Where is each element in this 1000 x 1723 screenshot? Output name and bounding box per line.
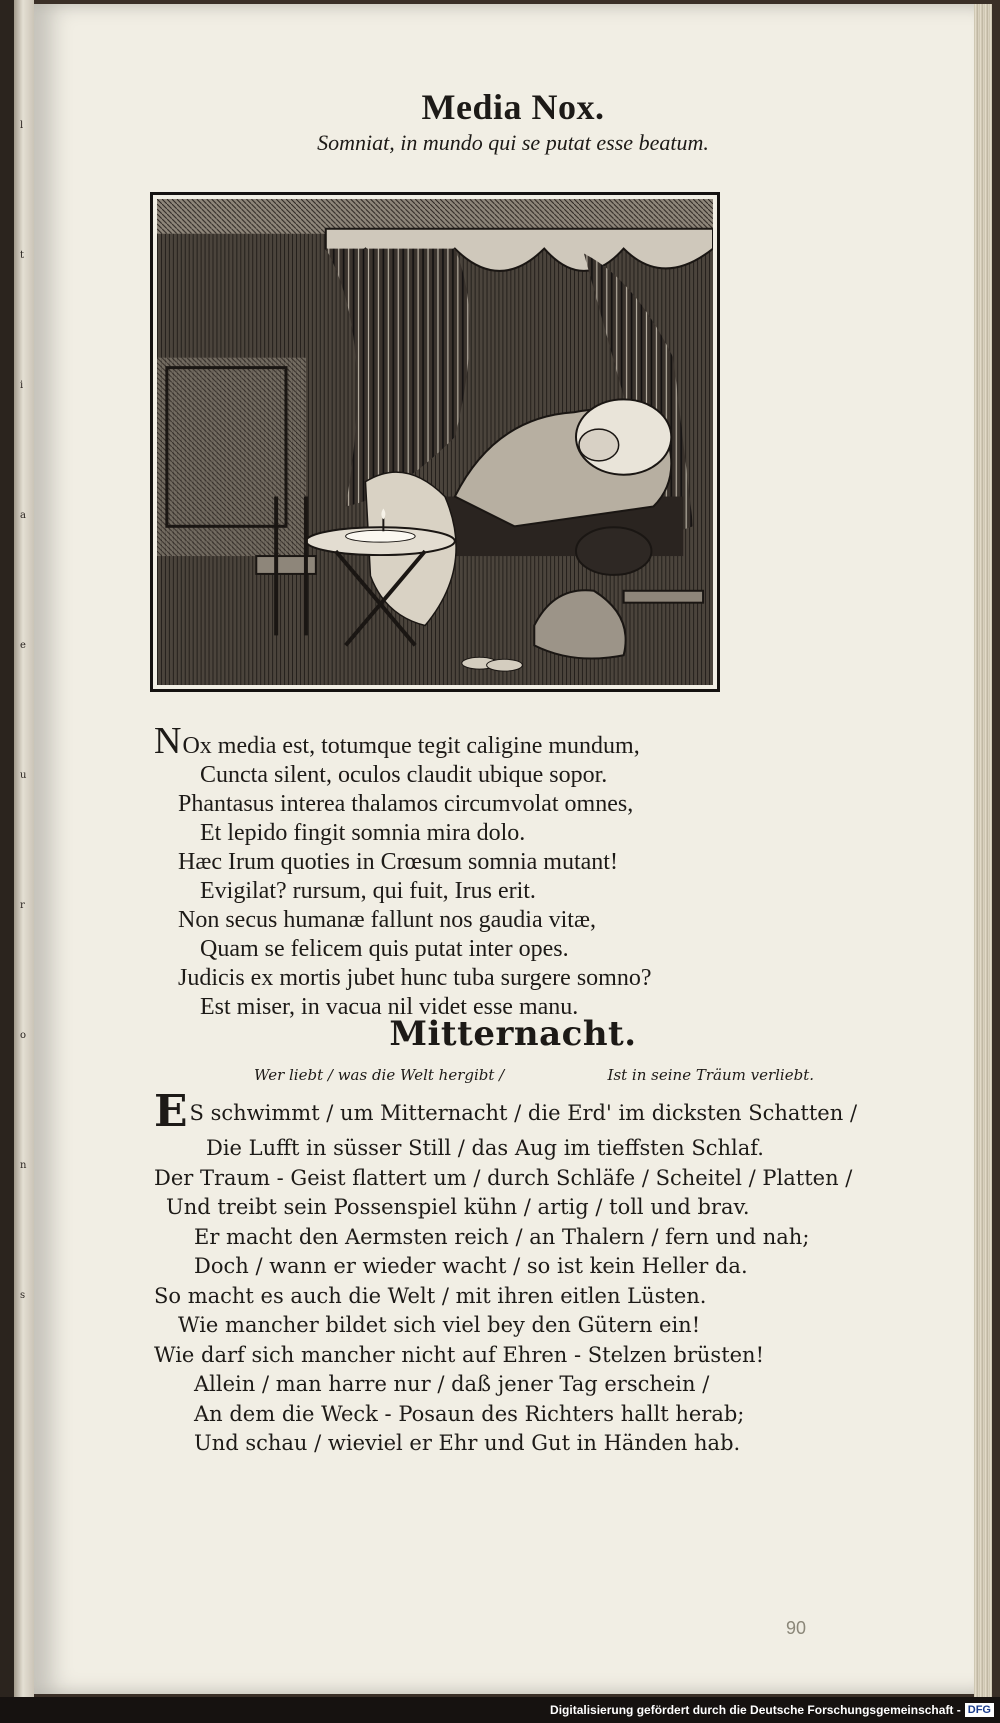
latin-poem-line: Cuncta silent, oculos claudit ubique sopor.	[200, 762, 608, 788]
spine-letter: o	[20, 1030, 27, 1041]
german-subtitle-left: Wer liebt / was die Welt hergibt /	[254, 1066, 505, 1084]
spine-letter: l	[20, 120, 24, 131]
german-poem-line: Und treibt sein Possenspiel kühn / artig / toll und brav.	[166, 1195, 750, 1219]
footer-text: Digitalisierung gefördert durch die Deutsche Forschungsgemeinschaft -	[550, 1703, 961, 1717]
latin-poem-line: Judicis ex mortis jubet hunc tuba surgere somno?	[178, 965, 652, 991]
latin-poem-line: Non secus humanæ fallunt nos gaudia vitæ,	[178, 907, 596, 933]
spine-letter: a	[20, 510, 26, 521]
spine-letter: i	[20, 380, 24, 391]
german-poem-line: Und schau / wieviel er Ehr und Gut in Händen hab.	[194, 1431, 741, 1455]
german-poem-line: Doch / wann er wieder wacht / so ist kein Heller da.	[194, 1254, 748, 1278]
engraving-illustration	[150, 192, 720, 692]
latin-drop-cap: N	[154, 720, 182, 762]
german-poem-line: Er macht den Aermsten reich / an Thalern / fern und nah;	[194, 1224, 810, 1249]
latin-poem-line: Evigilat? rursum, qui fuit, Irus erit.	[200, 878, 536, 904]
german-poem-line: Allein / man harre nur / daß jener Tag erschein /	[194, 1372, 710, 1396]
german-poem-line: Wie mancher bildet sich viel bey den Gütern ein!	[178, 1313, 701, 1337]
page-title: Media Nox.	[421, 87, 605, 127]
spine-letter: e	[20, 640, 26, 651]
latin-poem-line: Est miser, in vacua nil videt esse manu.	[200, 994, 579, 1020]
handwritten-page-number: 90	[786, 1618, 807, 1638]
german-poem-line: An dem die Weck - Posaun des Richters hallt herab;	[194, 1401, 745, 1426]
latin-poem	[154, 722, 794, 1022]
dfg-logo: DFG	[965, 1703, 994, 1717]
german-poem-line: Wie darf sich mancher nicht auf Ehren - Stelzen brüsten!	[154, 1342, 765, 1367]
german-poem-line	[154, 1086, 858, 1137]
german-poem-line: So macht es auch die Welt / mit ihren eitlen Lüsten.	[154, 1283, 707, 1308]
german-poem-line: Die Lufft in süsser Still / das Aug im tieffsten Schlaf.	[206, 1136, 764, 1160]
page-edges	[974, 4, 992, 1698]
german-poem-line: Der Traum - Geist flattert um / durch Schläfe / Scheitel / Platten /	[154, 1165, 853, 1190]
german-first-line: S schwimmt / um Mitternacht / die Erd' im dicksten Schatten /	[189, 1101, 858, 1125]
sleeping-figure-engraving	[157, 199, 713, 685]
book-page	[34, 4, 992, 1694]
german-drop-cap: E	[154, 1086, 188, 1137]
previous-page-edge	[14, 0, 34, 1723]
digitization-footer	[0, 1697, 1000, 1723]
scan-background	[0, 0, 14, 1723]
latin-poem-line	[154, 722, 794, 761]
spine-letter: s	[20, 1290, 26, 1301]
german-title: Mitternacht.	[389, 1014, 637, 1054]
latin-poem-line: Et lepido fingit somnia mira dolo.	[200, 820, 526, 846]
spine-letter: r	[20, 900, 25, 911]
latin-poem-line: Quam se felicem quis putat inter opes.	[200, 936, 569, 962]
latin-poem-line: Hæc Irum quoties in Crœsum somnia mutant!	[178, 849, 618, 875]
german-subtitle	[254, 1066, 814, 1084]
latin-first-line: Ox media est, totumque tegit caligine mundum,	[182, 733, 640, 759]
spine-letter: n	[20, 1160, 27, 1171]
page-subtitle: Somniat, in mundo qui se putat esse beatum.	[317, 130, 709, 155]
spine-letter: t	[20, 250, 25, 261]
latin-poem-line: Phantasus interea thalamos circumvolat omnes,	[178, 791, 634, 817]
german-subtitle-right: Ist in seine Träum verliebt.	[607, 1066, 814, 1084]
german-poem	[154, 1086, 858, 1459]
spine-letter: u	[20, 770, 27, 781]
